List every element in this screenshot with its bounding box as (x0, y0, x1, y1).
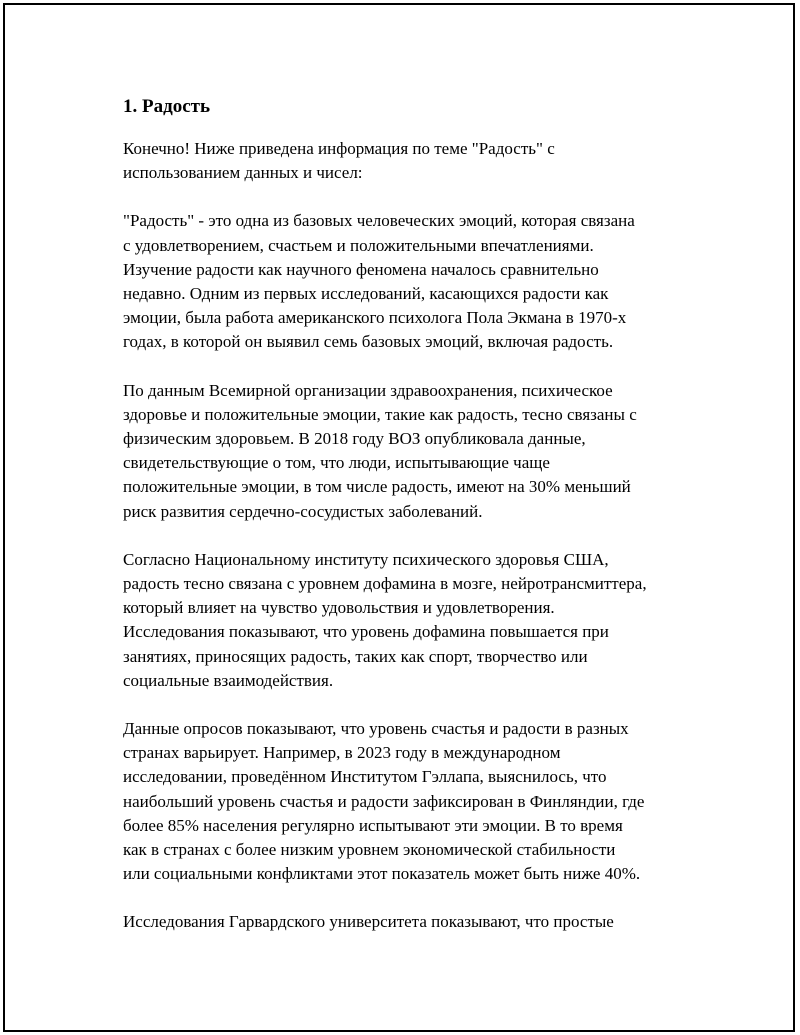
text-line: наибольший уровень счастья и радости зафиксирован в Финляндии, где (123, 791, 645, 811)
paragraph-dopamine (123, 548, 703, 693)
text-line: Конечно! Ниже приведена информация по теме "Радость" с (123, 139, 555, 158)
text-line: социальные взаимодействия. (123, 670, 334, 690)
section-heading: 1. Радость (123, 96, 211, 117)
text-line: "Радость" - это одна из базовых человеческих эмоций, которая связана (123, 211, 635, 231)
page-frame (3, 3, 795, 1032)
text-line: свидетельствующие о том, что люди, испытывающие чаще (123, 453, 550, 473)
text-line: недавно. Одним из первых исследований, касающихся радости как (123, 284, 609, 304)
paragraph-definition (123, 209, 703, 354)
text-line: физическим здоровьем. В 2018 году ВОЗ опубликовала данные, (123, 429, 586, 449)
text-line: использованием данных и чисел: (123, 163, 363, 183)
text-line: эмоции, была работа американского психолога Пола Экмана в 1970-х (123, 308, 627, 328)
paragraph-who (123, 379, 703, 524)
text-line: положительные эмоции, в том числе радость, имеют на 30% меньший (123, 477, 631, 497)
text-line: Данные опросов показывают, что уровень счастья и радости в разных (123, 719, 629, 739)
text-line: годах, в которой он выявил семь базовых эмоций, включая радость. (123, 332, 614, 352)
text-line: как в странах с более низким уровнем экономической стабильности (123, 840, 616, 860)
document-body (123, 95, 703, 959)
paragraph-intro (123, 137, 703, 185)
text-line: который влияет на чувство удовольствия и удовлетворения. (123, 598, 555, 618)
paragraph-surveys (123, 717, 703, 886)
text-line: занятиях, приносящих радость, таких как спорт, творчество или (123, 646, 588, 666)
text-line: исследовании, проведённом Институтом Гэллапа, выяснилось, что (123, 767, 607, 787)
text-line: или социальными конфликтами этот показатель может быть ниже 40%. (123, 864, 641, 884)
text-line: Согласно Национальному институту психического здоровья США, (123, 549, 609, 569)
text-line: здоровье и положительные эмоции, такие как радость, тесно связаны с (123, 404, 637, 424)
paragraph-harvard (123, 910, 703, 934)
text-line: странах варьирует. Например, в 2023 году в международном (123, 743, 561, 763)
text-line: риск развития сердечно-сосудистых заболеваний. (123, 501, 483, 521)
text-line: Исследования показывают, что уровень дофамина повышается при (123, 622, 609, 642)
text-line: Изучение радости как научного феномена началось сравнительно (123, 259, 599, 279)
text-line: более 85% населения регулярно испытывают эти эмоции. В то время (123, 815, 623, 835)
text-line: радость тесно связана с уровнем дофамина в мозге, нейротрансмиттера, (123, 574, 647, 594)
text-line: По данным Всемирной организации здравоохранения, психическое (123, 380, 613, 400)
text-line: Исследования Гарвардского университета показывают, что простые (123, 912, 614, 932)
text-line: с удовлетворением, счастьем и положительными впечатлениями. (123, 235, 594, 255)
